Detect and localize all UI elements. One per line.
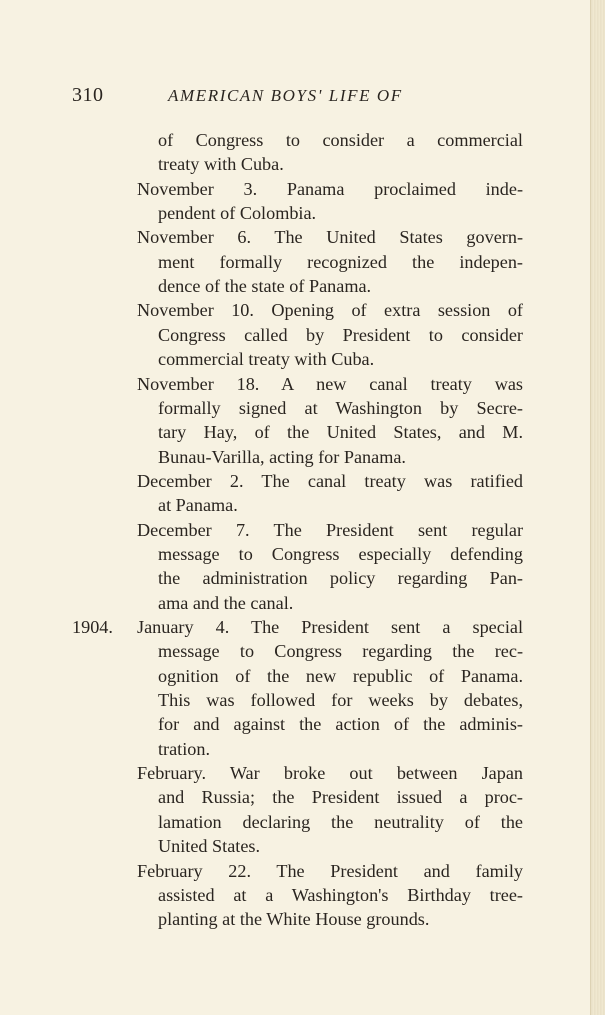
entry-first-line: November 18. A new canal treaty was: [137, 373, 523, 394]
page-number: 310: [72, 84, 104, 106]
entry-first-line: December 2. The canal treaty was ratified: [137, 470, 523, 491]
entry-line: Congress called by President to consider: [158, 324, 523, 345]
entry-line: the administration policy regarding Pan-: [158, 568, 523, 589]
entry-line: lamation declaring the neutrality of the: [158, 811, 523, 832]
entry-line: This was followed for weeks by debates,: [158, 690, 523, 711]
entry-line: message to Congress regarding the rec-: [158, 641, 523, 662]
entry-line: for and against the action of the adminis-: [158, 714, 523, 735]
entry-first-line: November 3. Panama proclaimed inde-: [137, 178, 523, 199]
entry-line: treaty with Cuba.: [158, 154, 284, 175]
page-edge: [590, 0, 605, 1015]
entry-line: at Panama.: [158, 495, 238, 516]
entry-line: pendent of Colombia.: [158, 203, 317, 224]
entry-line: dence of the state of Panama.: [158, 276, 372, 297]
entry-first-line: December 7. The President sent regular: [137, 519, 523, 540]
entry-line: ama and the canal.: [158, 592, 294, 613]
entry-line: ognition of the new republic of Panama.: [158, 665, 523, 686]
entry-first-line: November 6. The United States govern-: [137, 227, 523, 248]
entry-line: ment formally recognized the indepen-: [158, 251, 523, 272]
entry-line: message to Congress especially defending: [158, 543, 523, 564]
entry-year: 1904.: [72, 617, 113, 637]
entry-first-line: January 4. The President sent a special: [137, 617, 523, 637]
entry-first-line: February. War broke out between Japan: [137, 763, 523, 784]
entry-line: of Congress to consider a commercial: [158, 130, 523, 150]
entry-line: assisted at a Washington's Birthday tree-: [158, 884, 523, 905]
entry-line: tration.: [158, 738, 211, 759]
entry-line: Bunau-Varilla, acting for Panama.: [158, 446, 406, 467]
entry-first-line: February 22. The President and family: [137, 860, 523, 881]
entry-line: and Russia; the President issued a proc-: [158, 787, 523, 808]
entry-line: United States.: [158, 836, 261, 857]
entry-first-line: November 10. Opening of extra session of: [137, 300, 523, 321]
running-head: AMERICAN BOYS' LIFE OF: [168, 86, 403, 105]
page-header: [72, 84, 532, 112]
entry-line: tary Hay, of the United States, and M.: [158, 422, 523, 443]
entry-line: commercial treaty with Cuba.: [158, 349, 375, 370]
entry-line: planting at the White House grounds.: [158, 909, 430, 930]
entry-line: formally signed at Washington by Secre-: [158, 397, 523, 418]
